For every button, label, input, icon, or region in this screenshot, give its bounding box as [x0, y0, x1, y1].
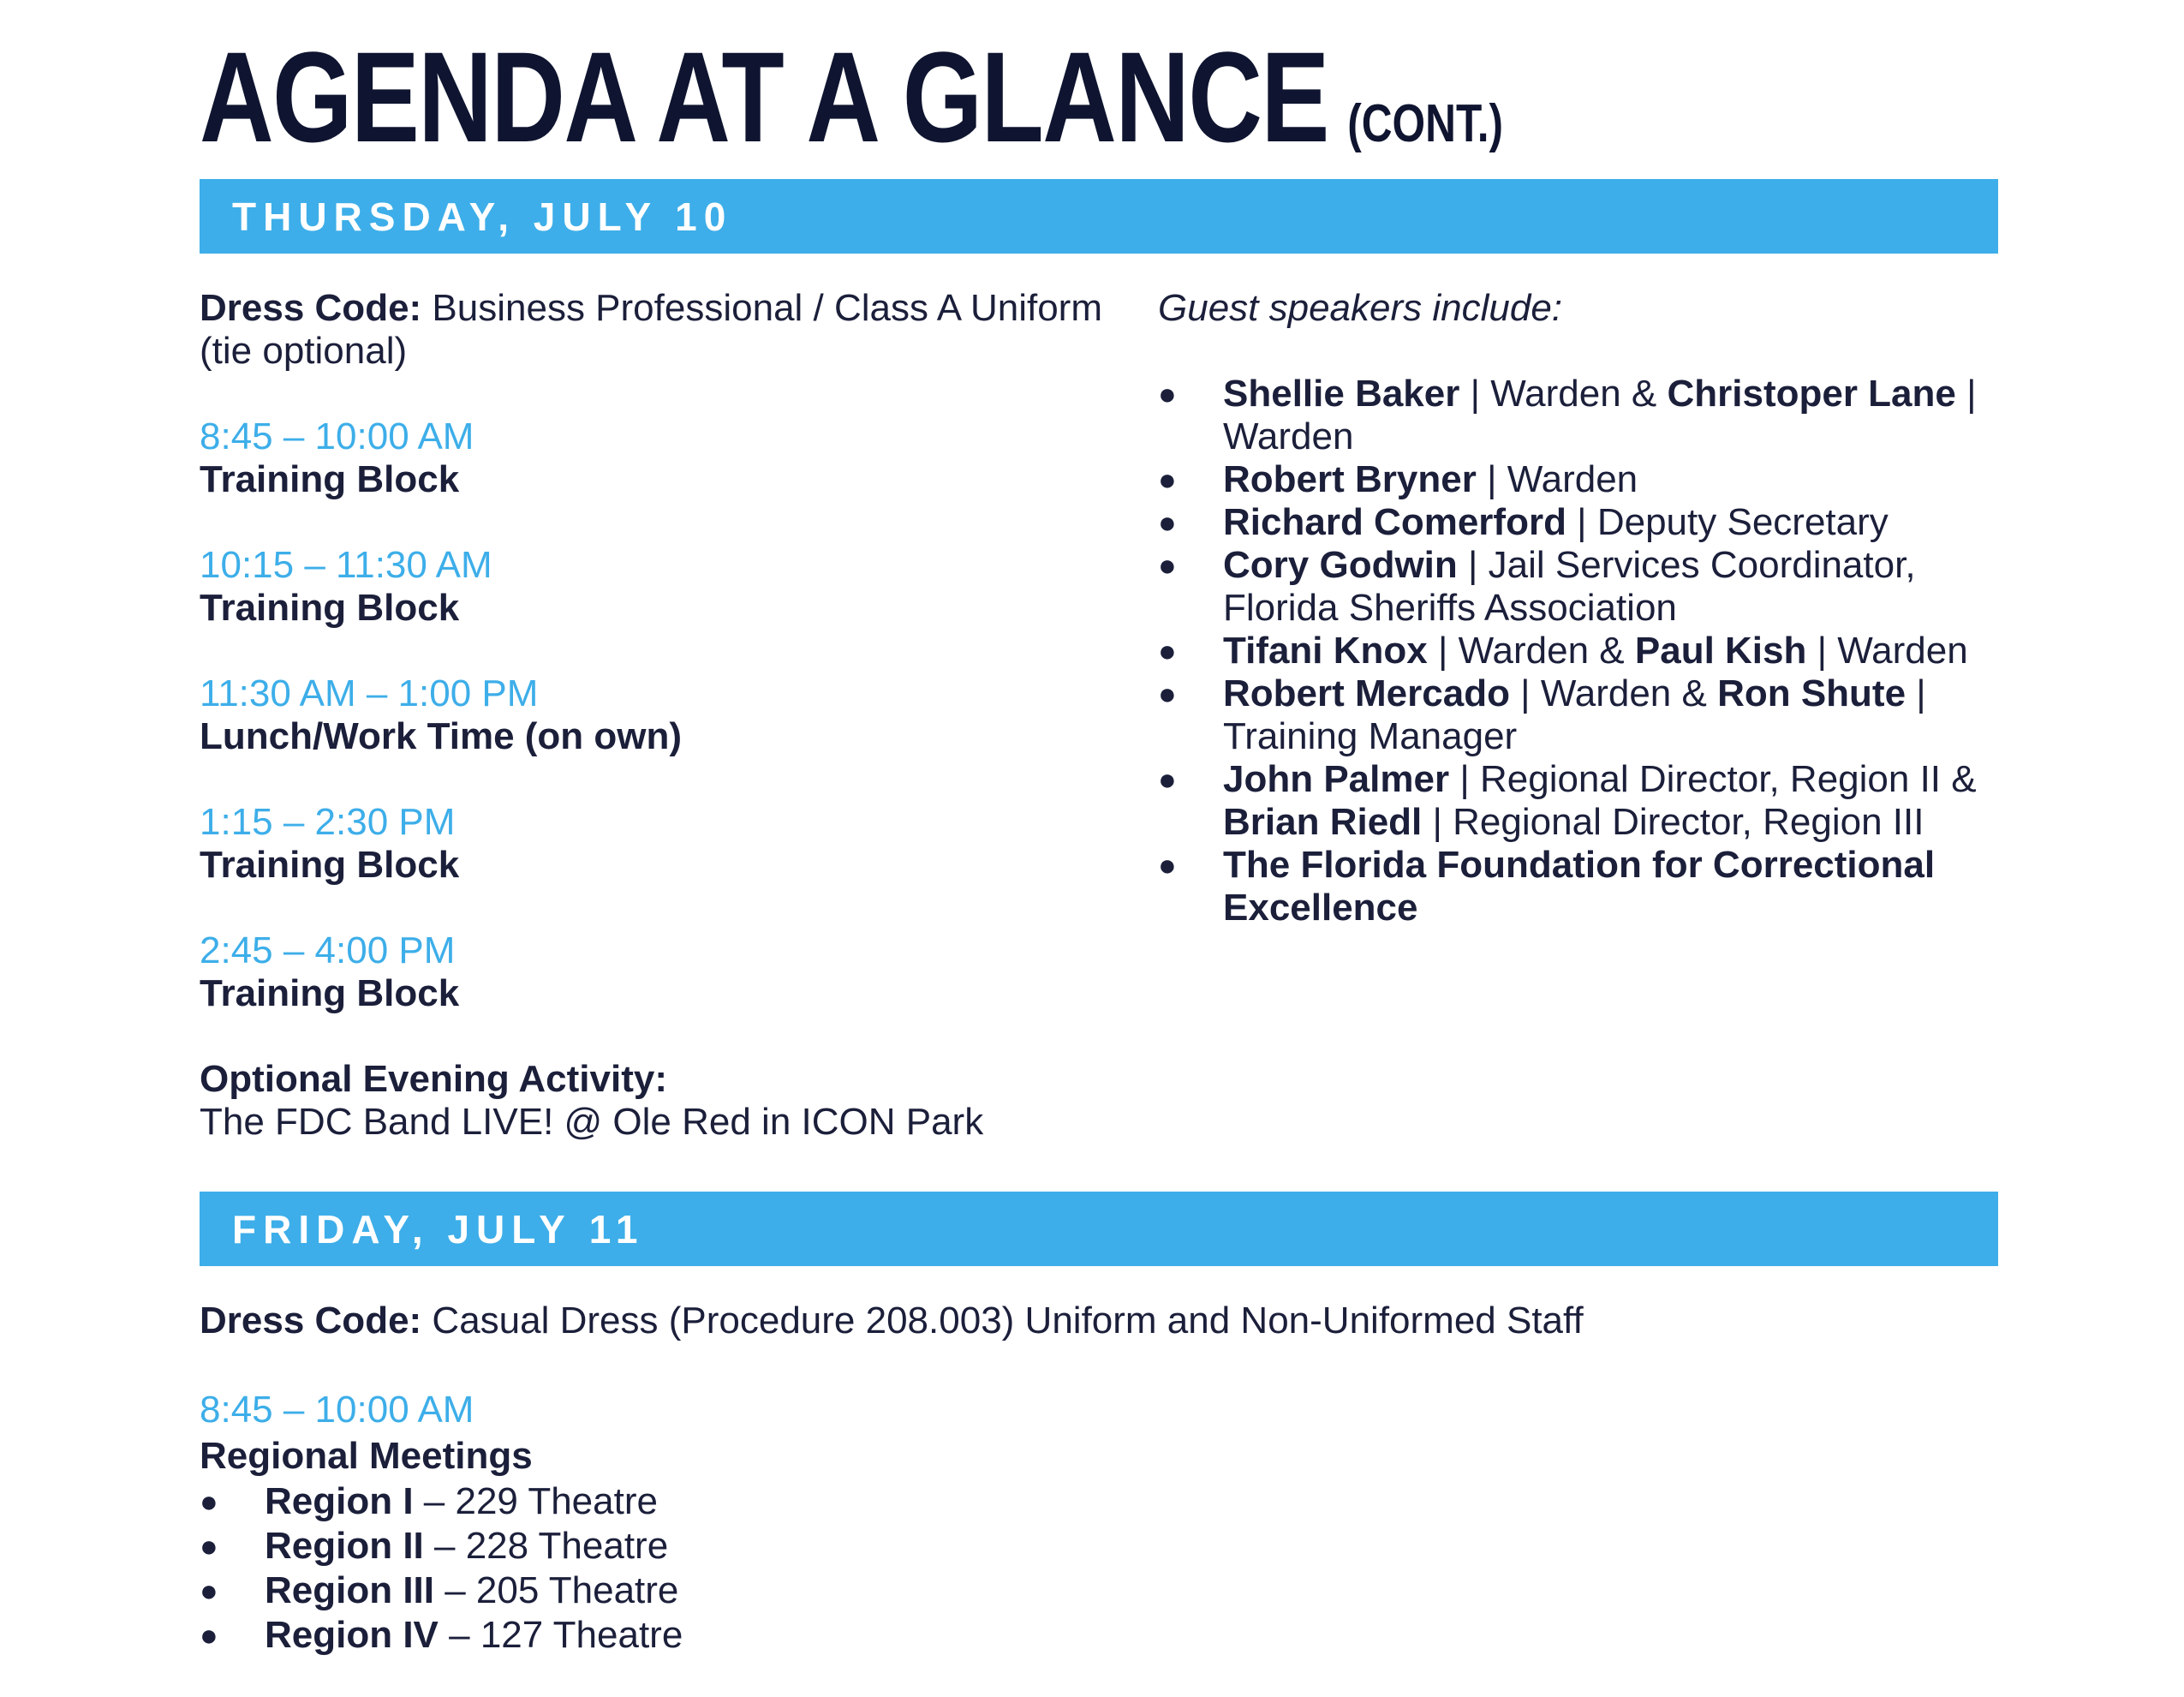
- guest-role: | Warden &: [1459, 373, 1668, 415]
- dress-code-label: Dress Code:: [200, 287, 422, 329]
- session-time: 8:45 – 10:00 AM: [200, 1389, 474, 1431]
- region-room: – 229 Theatre: [413, 1480, 658, 1522]
- session-title: Training Block: [200, 587, 460, 629]
- guest-role: | Warden &: [1509, 672, 1718, 714]
- session-title: Training Block: [200, 458, 460, 500]
- list-item: [1158, 672, 2014, 758]
- day-header-friday: [200, 1192, 1998, 1266]
- session-title: Training Block: [200, 972, 460, 1014]
- title-suffix: (CONT.): [1347, 94, 1504, 153]
- guest-name: Robert Bryner: [1223, 458, 1477, 500]
- guest-name: Paul Kish: [1634, 630, 1807, 672]
- guest-name: Brian Riedl: [1223, 801, 1423, 843]
- session: [200, 544, 1107, 630]
- list-item: [1158, 458, 2014, 501]
- list-item: [200, 1479, 1998, 1524]
- day-header-label: FRIDAY, JULY 11: [232, 1206, 645, 1252]
- guest-name: Robert Mercado: [1223, 672, 1510, 714]
- guest-name: Cory Godwin: [1223, 544, 1458, 586]
- guest-name: John Palmer: [1223, 758, 1450, 800]
- page-title: [200, 24, 1503, 197]
- region-room: – 228 Theatre: [423, 1525, 669, 1567]
- guest-role: | Jail Services Coordinator, Florida Sheriffs Association: [1223, 544, 1916, 629]
- guest-name: Ron Shute: [1717, 672, 1907, 714]
- session-title: Training Block: [200, 844, 460, 886]
- guest-role: | Regional Director, Region III: [1422, 801, 1924, 843]
- list-item: [1158, 630, 2014, 672]
- region-room: – 127 Theatre: [438, 1614, 683, 1656]
- dress-code-label: Dress Code:: [200, 1300, 422, 1341]
- session-title: Regional Meetings: [200, 1435, 533, 1477]
- guest-role: | Training Manager: [1223, 672, 1926, 757]
- evening-value: The FDC Band LIVE! @ Ole Red in ICON Park: [200, 1101, 984, 1143]
- dress-code: [200, 1300, 1998, 1342]
- region-name: Region IV: [265, 1614, 439, 1656]
- guest-speakers: [1158, 287, 2014, 929]
- list-item: [1158, 844, 2014, 929]
- session: [200, 801, 1107, 887]
- session-time: 8:45 – 10:00 AM: [200, 415, 474, 457]
- session-time: 10:15 – 11:30 AM: [200, 544, 492, 586]
- list-item: [1158, 758, 2014, 844]
- guest-role: | Warden: [1476, 458, 1638, 500]
- evening-label: Optional Evening Activity:: [200, 1058, 667, 1100]
- evening-activity: [200, 1058, 1107, 1144]
- guest-role: | Warden &: [1427, 630, 1635, 672]
- region-list: [200, 1479, 1998, 1658]
- dress-code-value: Business Professional / Class A Uniform (tie optional): [200, 287, 1102, 372]
- list-item: [1158, 544, 2014, 630]
- session-time: 2:45 – 4:00 PM: [200, 929, 456, 971]
- session: [200, 672, 1107, 758]
- list-item: [200, 1613, 1998, 1658]
- session: [200, 929, 1107, 1015]
- guest-name: Richard Comerford: [1223, 501, 1566, 543]
- guest-name: Shellie Baker: [1223, 373, 1460, 415]
- session-time: 11:30 AM – 1:00 PM: [200, 672, 539, 714]
- guest-name: Christoper Lane: [1667, 373, 1956, 415]
- guest-name: Tifani Knox: [1223, 630, 1428, 672]
- guest-role: | Warden: [1806, 630, 1968, 672]
- guest-role: | Deputy Secretary: [1566, 501, 1889, 543]
- region-room: – 205 Theatre: [434, 1569, 679, 1611]
- region-name: Region I: [265, 1480, 414, 1522]
- guest-intro: Guest speakers include:: [1158, 287, 1563, 329]
- session-title: Lunch/Work Time (on own): [200, 715, 683, 757]
- title-main: AGENDA AT A GLANCE: [200, 25, 1328, 169]
- list-item: [1158, 501, 2014, 544]
- list-item: [200, 1569, 1998, 1613]
- guest-role: | Regional Director, Region II &: [1449, 758, 1977, 800]
- session-time: 1:15 – 2:30 PM: [200, 801, 456, 843]
- guest-name: The Florida Foundation for Correctional Excellence: [1223, 844, 1936, 929]
- region-name: Region II: [265, 1525, 424, 1567]
- thursday-schedule: [200, 287, 1107, 1144]
- dress-code: [200, 287, 1107, 373]
- session: [200, 415, 1107, 501]
- guest-role: | Warden: [1223, 373, 1977, 457]
- friday-schedule: [200, 1300, 1998, 1658]
- day-header-thursday: [200, 179, 1998, 254]
- guest-list: [1158, 373, 2014, 929]
- dress-code-value: Casual Dress (Procedure 208.003) Uniform and Non-Uniformed Staff: [432, 1300, 1584, 1341]
- list-item: [200, 1524, 1998, 1569]
- day-header-label: THURSDAY, JULY 10: [232, 194, 733, 239]
- list-item: [1158, 373, 2014, 458]
- region-name: Region III: [265, 1569, 434, 1611]
